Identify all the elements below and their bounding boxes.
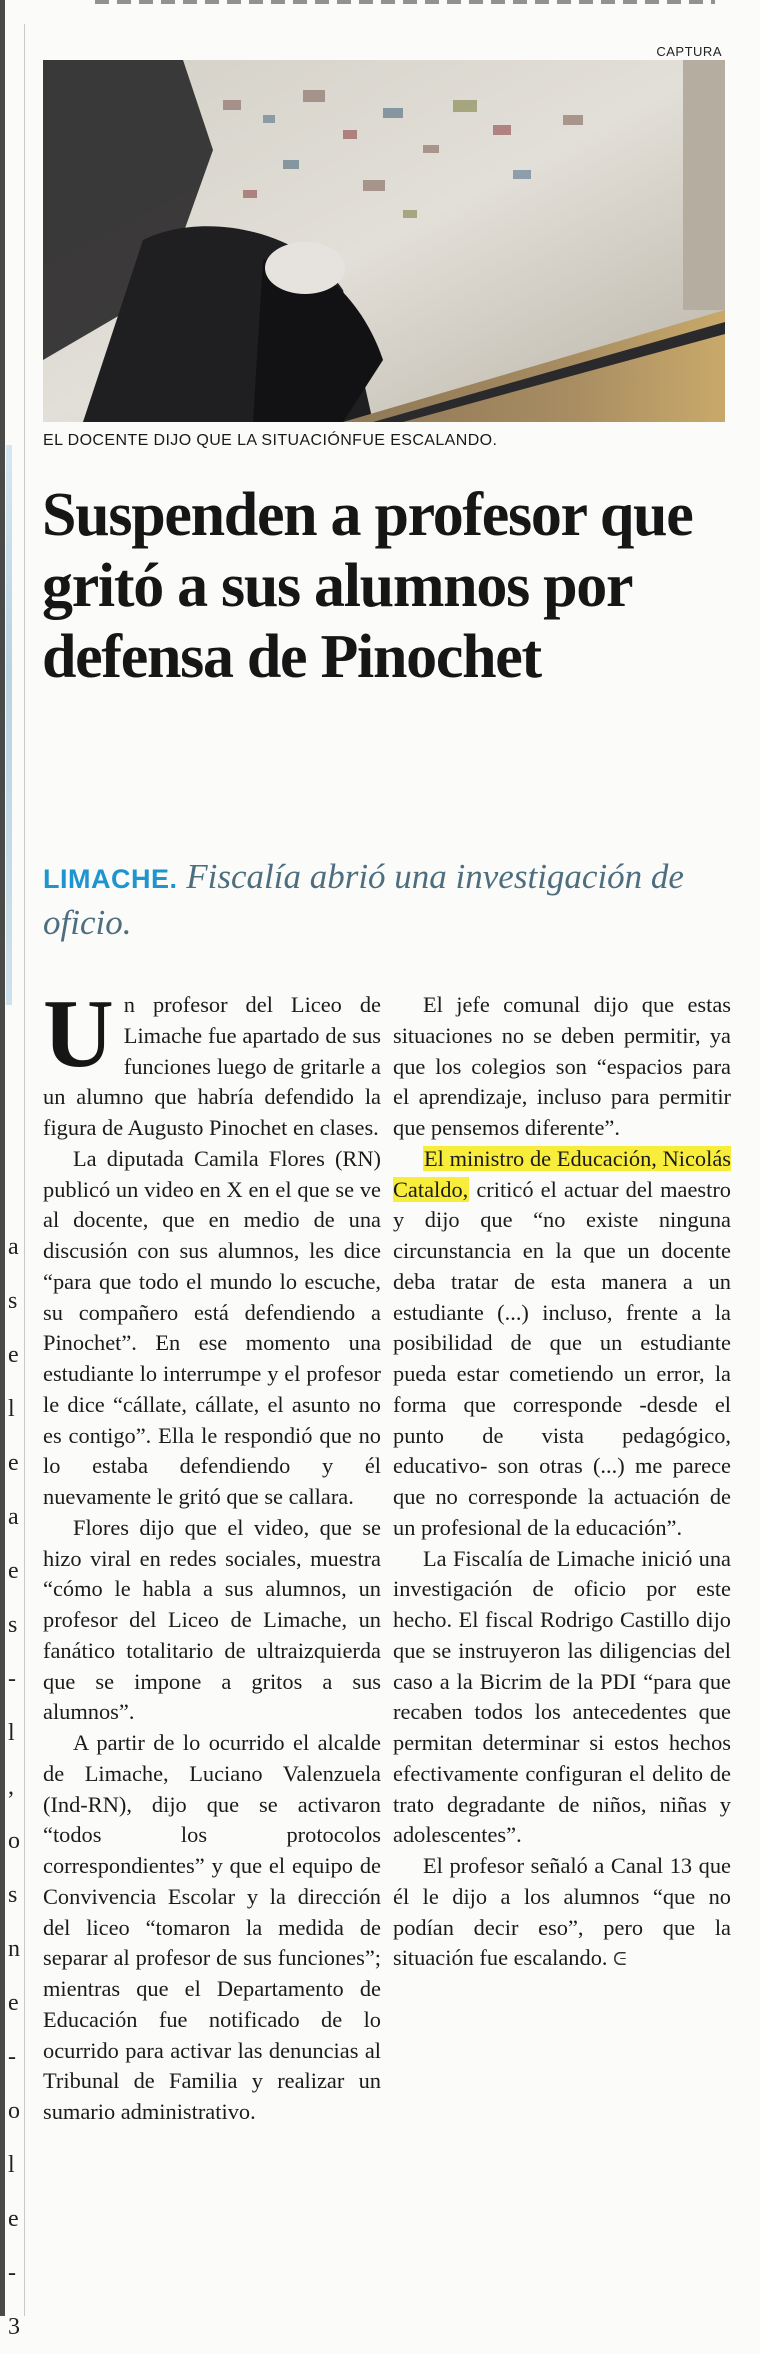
article-column-2 xyxy=(393,990,731,1976)
paragraph: El jefe comunal dijo que estas situaciones no se deben permitir, ya que los colegios son “espacios para el aprendizaje, incluso para permitir que pensemos diferente”. xyxy=(393,992,731,1140)
lead-text: n profesor del Liceo de Limache fue apartado de sus funciones luego de gritarle a un alumno que habría defendido la figura de Augusto Pinochet en clases. xyxy=(43,992,381,1140)
paragraph: Flores dijo que el video, que se hizo viral en redes sociales, muestra “cómo le habla a sus alumnos, un profesor del Liceo de Limache, un fanático totalitario de ultraizquierda que se impone a gritos a sus alumnos”. xyxy=(43,1514,381,1725)
fragment-char: a xyxy=(8,1234,19,1260)
drop-cap: U xyxy=(43,980,114,1088)
fragment-char: e xyxy=(8,1450,19,1476)
adjacent-text-fragments xyxy=(8,1220,20,2354)
article-photo xyxy=(43,60,725,422)
fragment-char: - xyxy=(8,1666,16,1692)
article-column-1 xyxy=(43,980,381,2128)
previous-article-fragment xyxy=(0,0,760,14)
fragment-char: s xyxy=(8,1612,18,1638)
deck xyxy=(43,855,723,945)
photo-credit: CAPTURA xyxy=(656,44,722,59)
column-edge xyxy=(0,0,5,2316)
lead-paragraph xyxy=(43,980,381,1144)
paragraph xyxy=(393,1144,731,1544)
fragment-char: o xyxy=(8,2098,20,2124)
paragraph: La diputada Camila Flores (RN) publicó un video en X en el que se ve al docente, que en medio de una discusión con sus alumnos, les dice “para que todo el mundo lo escuche, su compañero está defendiendo a Pinochet”. En ese momento una estudiante lo interrumpe y el profesor le dice “cállate, cállate, el asunto no es contigo”. Ella le respondió que no lo estaba defendiendo y él nuevamente le gritó que se callara. xyxy=(43,1145,381,1509)
fragment-char: o xyxy=(8,1828,20,1854)
fragment-char: a xyxy=(8,1504,19,1530)
highlighted-text: El ministro de Educación, Nicolás Cataldo, xyxy=(393,1145,731,1202)
headline: Suspenden a profesor que gritó a sus alumnos por defensa de Pinochet xyxy=(42,481,693,691)
fragment-char: s xyxy=(8,1882,18,1908)
column-divider xyxy=(24,24,25,2316)
fragment-char: s xyxy=(8,1288,18,1314)
photo-caption: EL DOCENTE DIJO QUE LA SITUACIÓNFUE ESCALANDO. xyxy=(43,432,498,449)
fragment-char: e xyxy=(8,1342,19,1368)
fragment-char: e xyxy=(8,1990,19,2016)
location-kicker: LIMACHE. xyxy=(43,864,178,894)
paragraph-text: criticó el actuar del maestro y dijo que “no existe ninguna circunstancia en la que un docente deba tratar de esta manera a un estudiante (...) incluso, frente a la posibilidad de que un estudiante pueda estar cometiendo un error, la forma que corresponde -desde el punto de vista pedagógico, educativo- son otras (...) me parece que no corresponde la actuación de un profesional de la educación”. xyxy=(393,1176,731,1540)
adjacent-image-edge xyxy=(6,445,12,1005)
paragraph: A partir de lo ocurrido el alcalde de Limache, Luciano Valenzuela (Ind-RN), dijo que se activaron “todos los protocolos correspondientes” y que el equipo de Convivencia Escolar y la dirección del liceo “tomaron la medida de separar al profesor de sus funciones”; mientras que el Departamento de Educación fue notificado de lo ocurrido para activar las denuncias al Tribunal de Familia y realizar un sumario administrativo. xyxy=(43,1730,381,2124)
fragment-char: n xyxy=(8,1936,20,1962)
deck-text: Fiscalía abrió una investigación de oficio. xyxy=(43,857,684,942)
fragment-char: e xyxy=(8,1558,19,1584)
fragment-char: l xyxy=(8,1720,15,1746)
fragment-char: , xyxy=(8,1774,14,1800)
fragment-char: - xyxy=(8,2260,16,2286)
fragment-char: - xyxy=(8,2044,16,2070)
fragment-char: 3 xyxy=(8,2314,20,2340)
paragraph-text: El profesor señaló a Canal 13 que él le dijo a los alumnos “que no podían decir eso”, pero que la situación fue escalando. xyxy=(393,1853,731,1971)
fragment-char: e xyxy=(8,2206,19,2232)
fragment-char: l xyxy=(8,2152,15,2178)
fragment-char: l xyxy=(8,1396,15,1422)
end-mark: ᕮ xyxy=(613,1949,627,1971)
paragraph xyxy=(393,1851,731,1976)
adjacent-article-column xyxy=(0,0,20,2340)
paragraph: La Fiscalía de Limache inició una investigación de oficio por este hecho. El fiscal Rodrigo Castillo dijo que se instruyeron las diligencias del caso a la Bicrim de la PDI “para que recaben todos los antecedentes que permitan determinar si estos hechos efectivamente configuran el delito de trato degradante de niños, niñas y adolescentes”. xyxy=(393,1545,731,1848)
